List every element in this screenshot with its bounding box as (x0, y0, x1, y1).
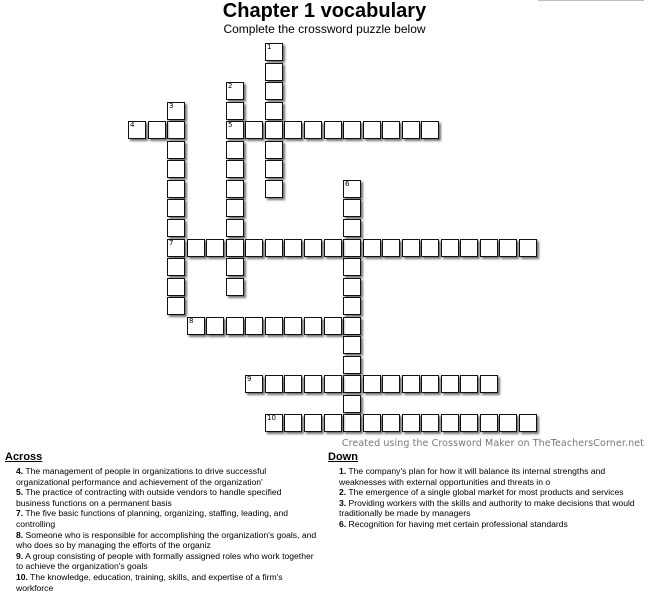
grid-cell[interactable] (167, 239, 185, 257)
across-heading: Across (5, 451, 43, 463)
grid-cell[interactable] (343, 317, 361, 335)
grid-cell[interactable] (304, 414, 322, 432)
grid-cell[interactable] (265, 239, 283, 257)
down-clue (328, 466, 646, 487)
grid-cell[interactable] (519, 239, 537, 257)
grid-cell[interactable] (226, 278, 244, 296)
grid-cell[interactable] (343, 278, 361, 296)
grid-cell[interactable] (324, 239, 342, 257)
cell-number: 4 (130, 121, 135, 129)
grid-cell[interactable] (480, 375, 498, 393)
grid-cell[interactable] (460, 239, 478, 257)
grid-cell[interactable] (167, 219, 185, 237)
across-clue-text: The practice of contracting with outside vendors to handle specified business functions on a permanent basis (16, 487, 282, 508)
grid-cell[interactable] (363, 121, 381, 139)
grid-cell[interactable] (148, 121, 166, 139)
grid-cell[interactable] (226, 180, 244, 198)
across-clue-number: 4. (16, 466, 24, 476)
grid-cell[interactable] (324, 414, 342, 432)
across-clue-text: Someone who is responsible for accomplishing the organization's goals, and who does so by managing the efforts of the organiz (16, 529, 317, 551)
down-clue-text: The emergence of a single global market for most products and services (346, 487, 624, 498)
grid-cell[interactable] (167, 258, 185, 276)
grid-cell[interactable] (363, 375, 381, 393)
down-clue-number: 6. (339, 518, 347, 529)
down-clues (328, 451, 646, 530)
grid-cell[interactable] (343, 356, 361, 374)
grid-cell[interactable] (167, 141, 185, 159)
grid-cell[interactable] (167, 121, 185, 139)
grid-cell[interactable] (304, 121, 322, 139)
down-clue-number: 2. (339, 487, 347, 498)
grid-cell[interactable] (421, 121, 439, 139)
grid-cell[interactable] (226, 82, 244, 100)
across-clue-number: 5. (16, 487, 24, 498)
cell-number: 1 (267, 43, 272, 51)
grid-cell[interactable] (304, 239, 322, 257)
grid-cell[interactable] (167, 160, 185, 178)
across-clue-number: 7. (16, 508, 24, 519)
grid-cell[interactable] (421, 375, 439, 393)
grid-cell[interactable] (245, 375, 263, 393)
down-clue (328, 487, 646, 498)
grid-cell[interactable] (343, 336, 361, 354)
grid-cell[interactable] (343, 414, 361, 432)
down-clue-text: Providing workers with the skills and authority to make decisions that would traditionally be made by managers (339, 497, 635, 519)
cell-number: 8 (189, 317, 194, 325)
across-clue (5, 551, 317, 572)
grid-cell[interactable] (460, 414, 478, 432)
across-clue-text: A group consisting of people with formally assigned roles who work together to achieve the organization's goals (16, 550, 314, 572)
grid-cell[interactable] (460, 375, 478, 393)
across-clue (5, 487, 317, 508)
across-clue-text: The knowledge, education, training, skills, and expertise of a firm's workforce (16, 571, 283, 593)
grid-cell[interactable] (265, 121, 283, 139)
across-clues (5, 451, 317, 593)
grid-cell[interactable] (265, 102, 283, 120)
grid-cell[interactable] (304, 375, 322, 393)
grid-cell[interactable] (226, 121, 244, 139)
grid-cell[interactable] (206, 317, 224, 335)
across-clue-number: 8. (16, 529, 24, 540)
grid-cell[interactable] (343, 121, 361, 139)
grid-cell[interactable] (304, 317, 322, 335)
grid-cell[interactable] (402, 239, 420, 257)
grid-cell[interactable] (265, 317, 283, 335)
grid-cell[interactable] (519, 414, 537, 432)
grid-cell[interactable] (324, 317, 342, 335)
grid-cell[interactable] (343, 395, 361, 413)
grid-cell[interactable] (324, 375, 342, 393)
grid-cell[interactable] (167, 297, 185, 315)
down-clue-text: Recognition for having met certain professional standards (346, 518, 568, 529)
grid-cell[interactable] (265, 63, 283, 81)
grid-cell[interactable] (284, 414, 302, 432)
grid-cell[interactable] (265, 375, 283, 393)
grid-cell[interactable] (226, 317, 244, 335)
down-clue-number: 1. (339, 466, 347, 476)
across-clue (5, 508, 317, 529)
page-subtitle: Complete the crossword puzzle below (223, 22, 426, 36)
across-clue-number: 9. (16, 550, 24, 561)
cell-number: 5 (228, 121, 233, 129)
across-clue (5, 572, 317, 593)
grid-cell[interactable] (382, 414, 400, 432)
grid-cell[interactable] (441, 239, 459, 257)
grid-cell[interactable] (441, 375, 459, 393)
grid-cell[interactable] (284, 239, 302, 257)
grid-cell[interactable] (382, 239, 400, 257)
grid-cell[interactable] (343, 180, 361, 198)
grid-cell[interactable] (324, 121, 342, 139)
grid-cell[interactable] (499, 239, 517, 257)
across-clue-text: The five basic functions of planning, organizing, staffing, leading, and controlling (16, 508, 289, 529)
down-clue (328, 498, 646, 519)
grid-cell[interactable] (343, 258, 361, 276)
across-clue-list (5, 466, 317, 593)
grid-cell[interactable] (226, 258, 244, 276)
credit-line: Created using the Crossword Maker on TheTeachersCorner.net (341, 438, 644, 449)
grid-cell[interactable] (245, 239, 263, 257)
grid-cell[interactable] (363, 414, 381, 432)
down-clue-number: 3. (339, 497, 347, 508)
grid-cell[interactable] (284, 121, 302, 139)
grid-cell[interactable] (226, 160, 244, 178)
cell-number: 6 (345, 180, 350, 188)
grid-cell[interactable] (265, 141, 283, 159)
grid-cell[interactable] (363, 239, 381, 257)
cell-number: 3 (169, 102, 174, 110)
grid-cell[interactable] (245, 121, 263, 139)
grid-cell[interactable] (226, 141, 244, 159)
grid-cell[interactable] (421, 239, 439, 257)
across-clue-text: The management of people in organizations to drive successful organizational performance and achievement of the organization' (16, 466, 267, 487)
grid-cell[interactable] (187, 317, 205, 335)
grid-cell[interactable] (284, 375, 302, 393)
cell-number: 9 (247, 375, 252, 383)
across-clue (5, 466, 317, 487)
grid-cell[interactable] (480, 414, 498, 432)
grid-cell[interactable] (343, 239, 361, 257)
grid-cell[interactable] (480, 239, 498, 257)
grid-cell[interactable] (421, 414, 439, 432)
grid-cell[interactable] (167, 278, 185, 296)
grid-cell[interactable] (382, 121, 400, 139)
grid-cell[interactable] (402, 414, 420, 432)
grid-cell[interactable] (265, 414, 283, 432)
grid-cell[interactable] (167, 180, 185, 198)
across-clue (5, 530, 317, 551)
grid-cell[interactable] (167, 199, 185, 217)
grid-cell[interactable] (265, 43, 283, 61)
grid-cell[interactable] (382, 375, 400, 393)
page-title: Chapter 1 vocabulary (222, 0, 427, 22)
cell-number: 2 (228, 82, 233, 90)
grid-cell[interactable] (226, 102, 244, 120)
grid-cell[interactable] (284, 317, 302, 335)
grid-cell[interactable] (265, 160, 283, 178)
grid-cell[interactable] (441, 414, 459, 432)
grid-cell[interactable] (402, 121, 420, 139)
cell-number: 10 (267, 414, 276, 422)
across-clue-number: 10. (16, 571, 28, 582)
grid-cell[interactable] (167, 102, 185, 120)
grid-cell[interactable] (343, 297, 361, 315)
down-clue (328, 519, 646, 530)
cell-number: 7 (169, 239, 174, 247)
grid-cell[interactable] (226, 239, 244, 257)
grid-cell[interactable] (206, 239, 224, 257)
down-clue-text: The company's plan for how it will balance its internal strengths and weaknesses with external opportunities and threats in o (339, 466, 606, 487)
grid-cell[interactable] (245, 317, 263, 335)
grid-cell[interactable] (226, 219, 244, 237)
grid-cell[interactable] (128, 121, 146, 139)
down-clue-list (328, 466, 646, 530)
grid-cell[interactable] (265, 82, 283, 100)
grid-cell[interactable] (499, 414, 517, 432)
grid-cell[interactable] (343, 219, 361, 237)
grid-cell[interactable] (343, 375, 361, 393)
grid-cell[interactable] (402, 375, 420, 393)
grid-cell[interactable] (187, 239, 205, 257)
grid-cell[interactable] (343, 199, 361, 217)
grid-cell[interactable] (226, 199, 244, 217)
grid-cell[interactable] (265, 180, 283, 198)
down-heading: Down (328, 451, 358, 463)
